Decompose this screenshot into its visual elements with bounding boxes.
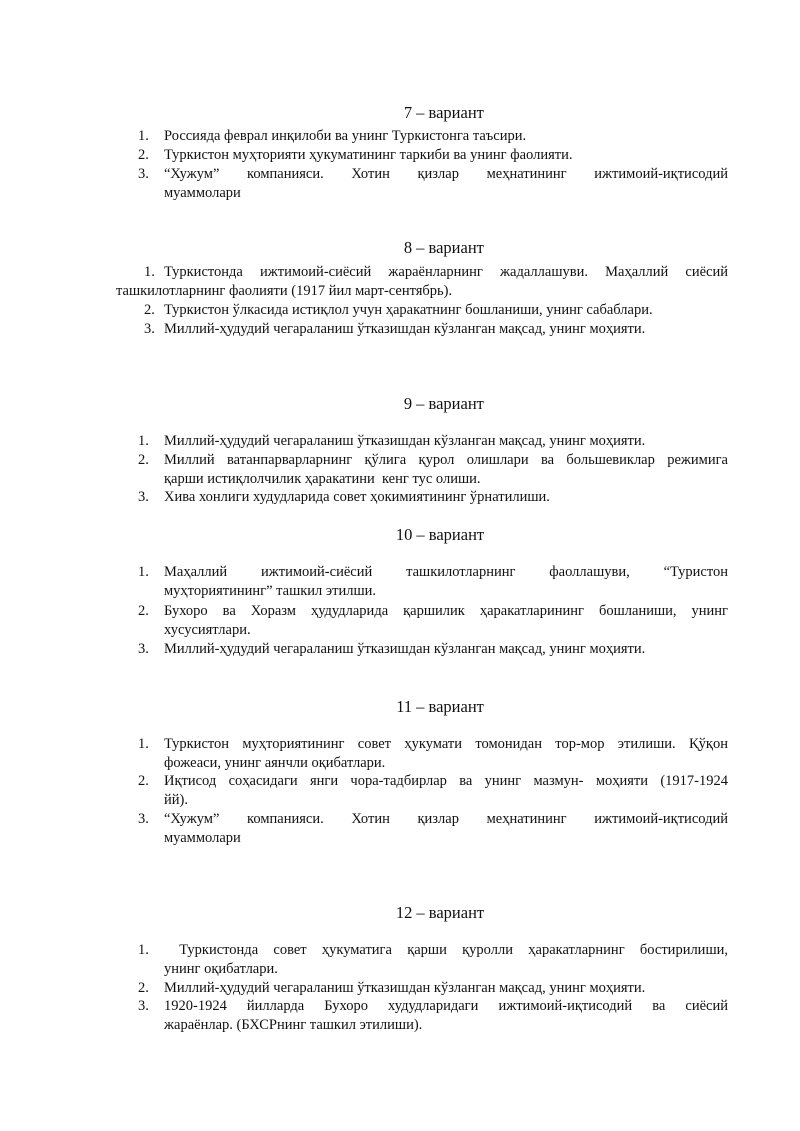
variant-number: 11 (396, 697, 413, 716)
list-item-text: Миллий-ҳудудий чегараланиш ўтказишдан кўзланган мақсад, унинг моҳияти. (164, 321, 646, 337)
variant-heading-7 (0, 103, 800, 123)
variant-number: 7 (403, 103, 413, 122)
list-item-text: Миллий-ҳудудий чегараланиш ўтказишдан кўзланган мақсад, унинг моҳияти. (164, 641, 646, 657)
list-item: 2. Бухоро ва Хоразм ҳудудларида қаршилик ҳаракатларининг бошланиши, унинг хусусиятлари. (138, 603, 728, 638)
list-item-text-line1: “Хужум” компанияси. Хотин қизлар меҳнатининг ижтимоий-иқтисодий (164, 166, 728, 182)
variant-suffix: – вариант (416, 903, 485, 922)
list-item: 1. Маҳаллий ижтимоий-сиёсий ташкилотларнинг фаоллашуви, “Туристон муҳториятининг” ташкил этилши. (138, 564, 728, 599)
variant-suffix: – вариант (416, 697, 484, 716)
list-item: 1. Туркистонда ижтимоий-сиёсий жараёнларнинг жадаллашуви. Маҳаллий сиёсий ташкилотларнинг фаолияти (1917 йил март-сентябрь). (116, 264, 728, 299)
variant-number: 8 (403, 238, 413, 257)
list-item-text-line1: 1920-1924 йилларда Бухоро худудларидаги ижтимоий-иқтисодий ва сиёсий (164, 998, 728, 1014)
list-item: 3. “Хужум” компанияси. Хотин қизлар меҳнатининг ижтимоий-иқтисодий муаммолари (138, 811, 728, 846)
list-item-text-line2: хусусиятлари. (164, 622, 251, 638)
variant-number: 9 (403, 394, 413, 413)
list-item-text-line2: муаммолари (164, 185, 241, 201)
list-item: 1. Россияда феврал инқилоби ва унинг Туркистонга таъсири. (138, 127, 728, 146)
list-item: 2. Иқтисод соҳасидаги янги чора-тадбирлар ва унинг мазмун- моҳияти (1917-1924 йй). (138, 773, 728, 808)
list-item-text-line2: муаммолари (164, 830, 241, 846)
list-item-text: Россияда феврал инқилоби ва унинг Туркистонга таъсири. (164, 128, 527, 144)
list-item: 2. Туркистон муҳторияти ҳукуматининг таркиби ва унинг фаолияти. (138, 146, 728, 165)
list-item-text-line2: жараёнлар. (БХСРнинг ташкил этилиши). (164, 1017, 423, 1033)
list-item: 3. Хива хонлиги худудларида совет ҳокимиятининг ўрнатилиши. (138, 488, 728, 507)
list-item-text-line1: Бухоро ва Хоразм ҳудудларида қаршилик ҳаракатларининг бошланиши, унинг (164, 603, 728, 619)
list-item-text: Туркистон муҳторияти ҳукуматининг таркиби ва унинг фаолияти. (164, 147, 573, 163)
list-item-text-line2: ташкилотларнинг фаолияти (1917 йил март-сентябрь). (116, 283, 453, 299)
list-item: 3. “Хужум” компанияси. Хотин қизлар меҳнатининг ижтимоий-иқтисодий муаммолари (138, 166, 728, 201)
list-item: 2. Туркистон ўлкасида истиқлол учун ҳаракатнинг бошланиши, унинг сабаблари. (144, 301, 728, 320)
list-item-text: Миллий-ҳудудий чегараланиш ўтказишдан кўзланган мақсад, унинг моҳияти. (164, 433, 646, 449)
list-item-text-line2: муҳториятининг” ташкил этилши. (164, 583, 377, 599)
list-item: 2. Миллий ватанпарварларнинг қўлига қурол олишлари ва большевиклар режимига қарши истиқлолчилик ҳаракатини кенг тус олиши. (138, 452, 728, 487)
list-item-text-line2: фожеаси, унинг аянчли оқибатлари. (164, 755, 386, 771)
variant-suffix: – вариант (416, 525, 485, 544)
list-item-text: Хива хонлиги худудларида совет ҳокимиятининг ўрнатилиши. (164, 489, 550, 505)
list-item-text-line1: Миллий ватанпарварларнинг қўлига қурол олишлари ва большевиклар режимига (164, 452, 728, 468)
list-item: 3. 1920-1924 йилларда Бухоро худудларидаги ижтимоий-иқтисодий ва сиёсий жараёнлар. (БХСРнинг ташкил этилиши). (138, 998, 728, 1033)
list-item: 2. Миллий-ҳудудий чегараланиш ўтказишдан кўзланган мақсад, унинг моҳияти. (138, 979, 728, 998)
list-item-text: Туркистон ўлкасида истиқлол учун ҳаракатнинг бошланиши, унинг сабаблари. (164, 302, 653, 318)
variant-heading-11 (0, 697, 800, 717)
list-item: 3. Миллий-ҳудудий чегараланиш ўтказишдан кўзланган мақсад, унинг моҳияти. (144, 320, 728, 339)
list-item-text-line1: Туркистонда ижтимоий-сиёсий жараёнларнинг жадаллашуви. Маҳаллий сиёсий (164, 264, 728, 280)
variant-number: 10 (395, 525, 413, 544)
variant-number: 12 (395, 903, 413, 922)
variant-heading-9 (0, 394, 800, 414)
list-item: 1. Миллий-ҳудудий чегараланиш ўтказишдан кўзланган мақсад, унинг моҳияти. (138, 432, 728, 451)
list-item: 1. Туркистон муҳториятининг совет ҳукумати томонидан тор-мор этилиши. Қўқон фожеаси, унинг аянчли оқибатлари. (138, 736, 728, 771)
variant-suffix: – вариант (416, 238, 484, 257)
list-item-text: Миллий-ҳудудий чегараланиш ўтказишдан кўзланган мақсад, унинг моҳияти. (164, 980, 646, 996)
list-item: 1. Туркистонда совет ҳукуматига қарши қуролли ҳаракатларнинг бостирилиши, унинг оқибатлари. (138, 942, 728, 977)
variant-suffix: – вариант (416, 103, 484, 122)
list-item-text-line2: унинг оқибатлари. (164, 961, 278, 977)
list-item: 3. Миллий-ҳудудий чегараланиш ўтказишдан кўзланган мақсад, унинг моҳияти. (138, 640, 728, 659)
list-item-text-line1: Туркистонда совет ҳукуматига қарши қуролли ҳаракатларнинг бостирилиши, (164, 942, 728, 958)
list-item-text-line1: “Хужум” компанияси. Хотин қизлар меҳнатининг ижтимоий-иқтисодий (164, 811, 728, 827)
list-item-text-line1: Маҳаллий ижтимоий-сиёсий ташкилотларнинг фаоллашуви, “Туристон (164, 564, 728, 580)
variant-heading-12 (0, 903, 800, 923)
variant-heading-8 (0, 238, 800, 258)
variant-heading-10 (0, 525, 800, 545)
list-item-text-line2: қарши истиқлолчилик ҳаракатини кенг тус олиши. (164, 471, 481, 487)
variant-suffix: – вариант (416, 394, 484, 413)
list-item-text-line1: Туркистон муҳториятининг совет ҳукумати томонидан тор-мор этилиши. Қўқон (164, 736, 728, 752)
list-item-text-line1: Иқтисод соҳасидаги янги чора-тадбирлар ва унинг мазмун- моҳияти (1917-1924 (164, 773, 728, 789)
list-item-text-line2: йй). (164, 792, 188, 808)
